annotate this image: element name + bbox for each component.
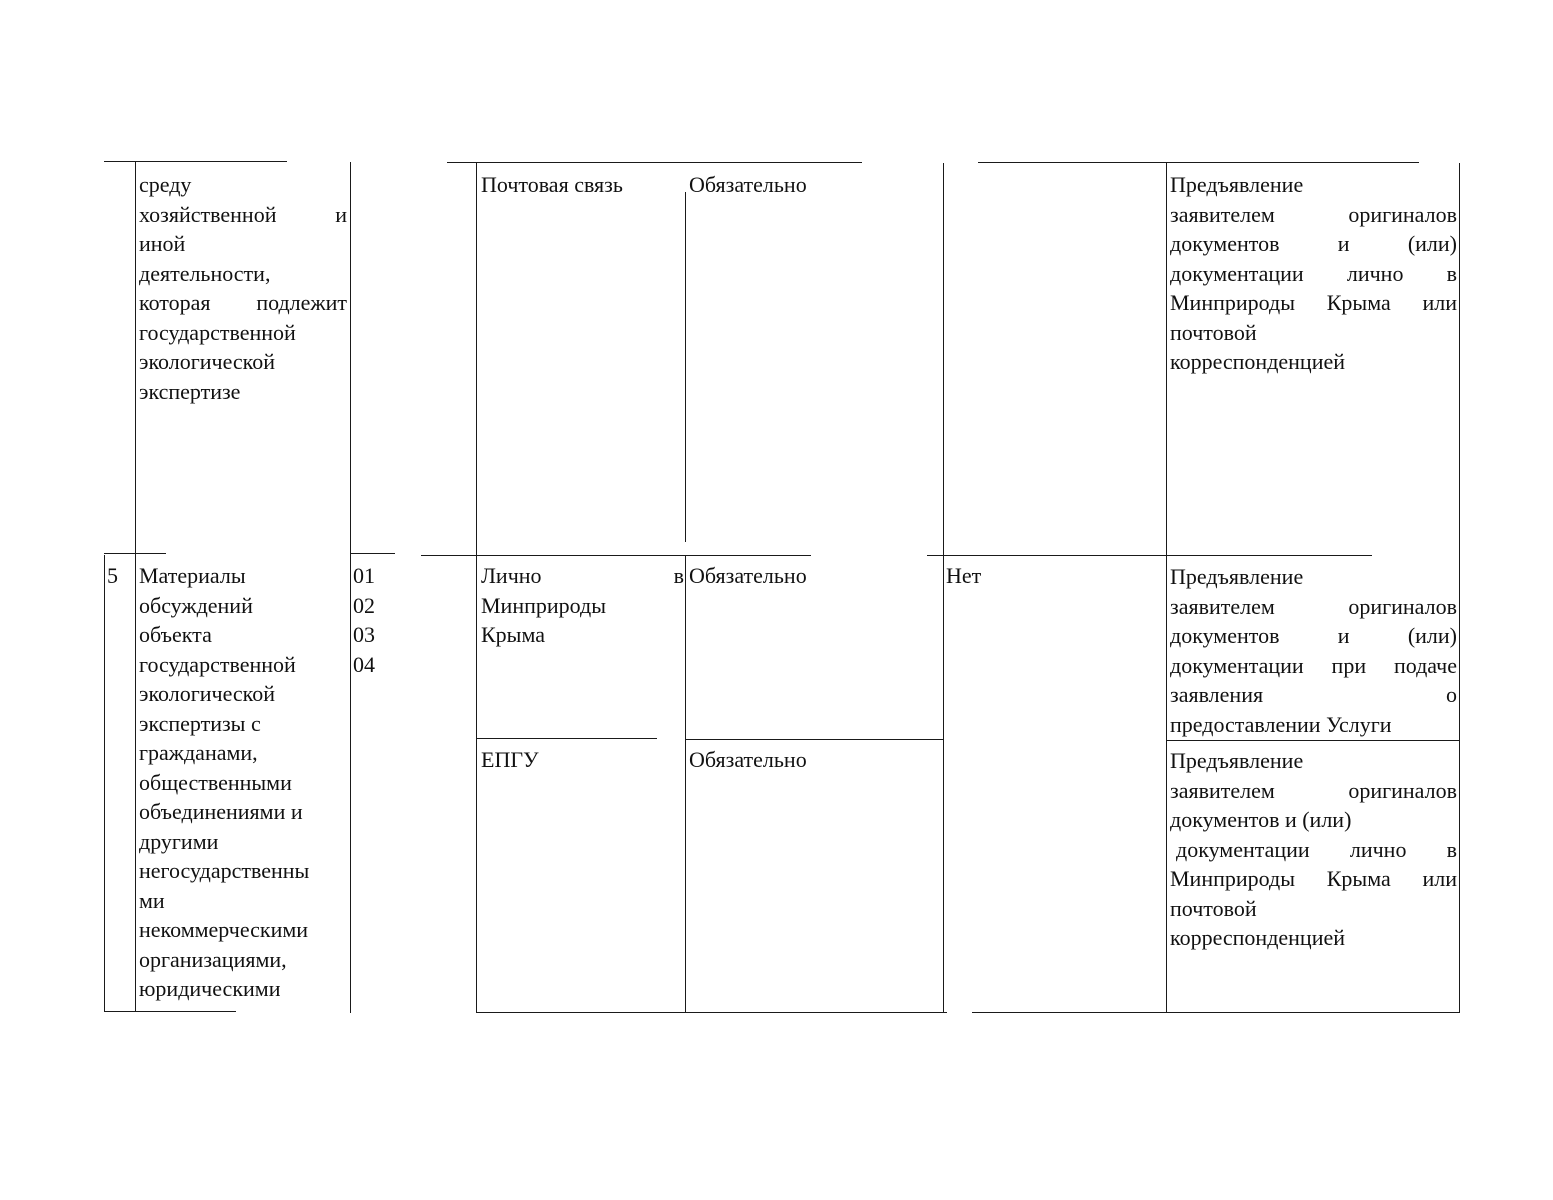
note-line: корреспонденцией [1170, 925, 1346, 950]
code-item: 04 [353, 651, 375, 677]
table-top-border [447, 162, 862, 163]
code-item: 02 [353, 592, 375, 618]
document-line: другими [139, 828, 219, 854]
note-line: документов и (или) [1170, 231, 1457, 256]
document-line: хозяйственной и [139, 201, 347, 227]
note-line: документации лично в [1176, 836, 1457, 862]
note-line: документов и (или) [1170, 623, 1457, 648]
row1-note [1170, 170, 1457, 377]
document-line: экологической [139, 349, 275, 374]
row5-requirement-2: Обязательно [689, 747, 807, 772]
row5-electronic-form: Нет [946, 563, 982, 588]
row1-requirement: Обязательно [689, 172, 807, 197]
row5-requirement-1: Обязательно [689, 563, 807, 588]
row5-number: 5 [107, 563, 118, 588]
row-divider [351, 553, 395, 554]
row5-submission-method-2 [481, 745, 681, 775]
note-line: документации лично в [1170, 260, 1457, 286]
row5-document-name [139, 561, 347, 1004]
table-top-border [978, 162, 1419, 163]
row-divider [927, 555, 1372, 556]
method-line: Лично в [481, 563, 684, 588]
method-line: Минприроды [481, 592, 606, 618]
note-line: Минприроды Крыма или [1170, 290, 1457, 315]
note-line: Предъявление [1170, 172, 1304, 197]
subrow-divider [1167, 740, 1460, 741]
document-line: которая подлежит [139, 290, 347, 315]
note-line: Предъявление [1170, 748, 1304, 773]
table-bottom-border [972, 1012, 1460, 1013]
code-item: 03 [353, 622, 375, 647]
document-line: некоммерческими [139, 917, 309, 942]
document-line: обсуждений [139, 592, 253, 618]
document-line: ми [139, 887, 165, 913]
note-line: заявителем оригиналов [1170, 593, 1457, 619]
note-line: почтовой [1170, 895, 1257, 921]
note-line: документов и (или) [1170, 807, 1352, 832]
row5-note-2 [1170, 746, 1457, 953]
document-line: экспертизе [139, 378, 241, 404]
column-border [350, 162, 351, 1013]
note-line: почтовой [1170, 319, 1257, 345]
row5-codes [353, 561, 393, 679]
row1-document-name [139, 170, 347, 406]
note-line: заявления о [1170, 682, 1457, 707]
document-line: деятельности, [139, 260, 271, 286]
column-border [685, 192, 686, 542]
document-line: негосударственны [139, 858, 310, 883]
document-line: организациями, [139, 946, 287, 972]
row5-note-1 [1170, 562, 1457, 739]
table-bottom-border [477, 1012, 947, 1013]
note-line: заявителем оригиналов [1170, 777, 1457, 803]
document-line: экологической [139, 681, 275, 706]
table-bottom-border [104, 1011, 236, 1012]
note-line: Минприроды Крыма или [1170, 866, 1457, 891]
document-line: гражданами, [139, 740, 258, 765]
note-line: документации при подаче [1170, 652, 1457, 678]
note-line: корреспонденцией [1170, 349, 1346, 374]
document-line: юридическими [139, 976, 281, 1001]
method-line: Почтовая связь [481, 172, 623, 197]
note-line: заявителем оригиналов [1170, 201, 1457, 227]
row1-submission-method [481, 170, 681, 200]
document-line: общественными [139, 769, 292, 795]
method-line: Крыма [481, 622, 545, 647]
subrow-divider [686, 739, 944, 740]
document-line: иной [139, 231, 186, 256]
table-top-border [104, 161, 287, 162]
column-border [135, 162, 136, 1011]
column-border [1459, 163, 1460, 1013]
document-line: среду [139, 172, 192, 197]
row5-submission-method-1 [481, 561, 684, 650]
column-border [476, 163, 477, 1013]
column-border [685, 556, 686, 1012]
code-item: 01 [353, 563, 375, 588]
document-line: государственной [139, 651, 296, 677]
method-line: ЕПГУ [481, 747, 539, 772]
column-border [1166, 163, 1167, 1013]
note-line: предоставлении Услуги [1170, 711, 1392, 737]
document-line: Материалы [139, 563, 246, 588]
note-line: Предъявление [1170, 564, 1304, 589]
column-border [943, 163, 944, 1013]
document-line: государственной [139, 319, 296, 345]
column-border [104, 555, 105, 1011]
row-divider [421, 555, 811, 556]
subrow-divider [477, 738, 657, 739]
document-line: объекта [139, 622, 212, 647]
document-line: экспертизы с [139, 710, 261, 736]
document-line: объединениями и [139, 799, 303, 824]
